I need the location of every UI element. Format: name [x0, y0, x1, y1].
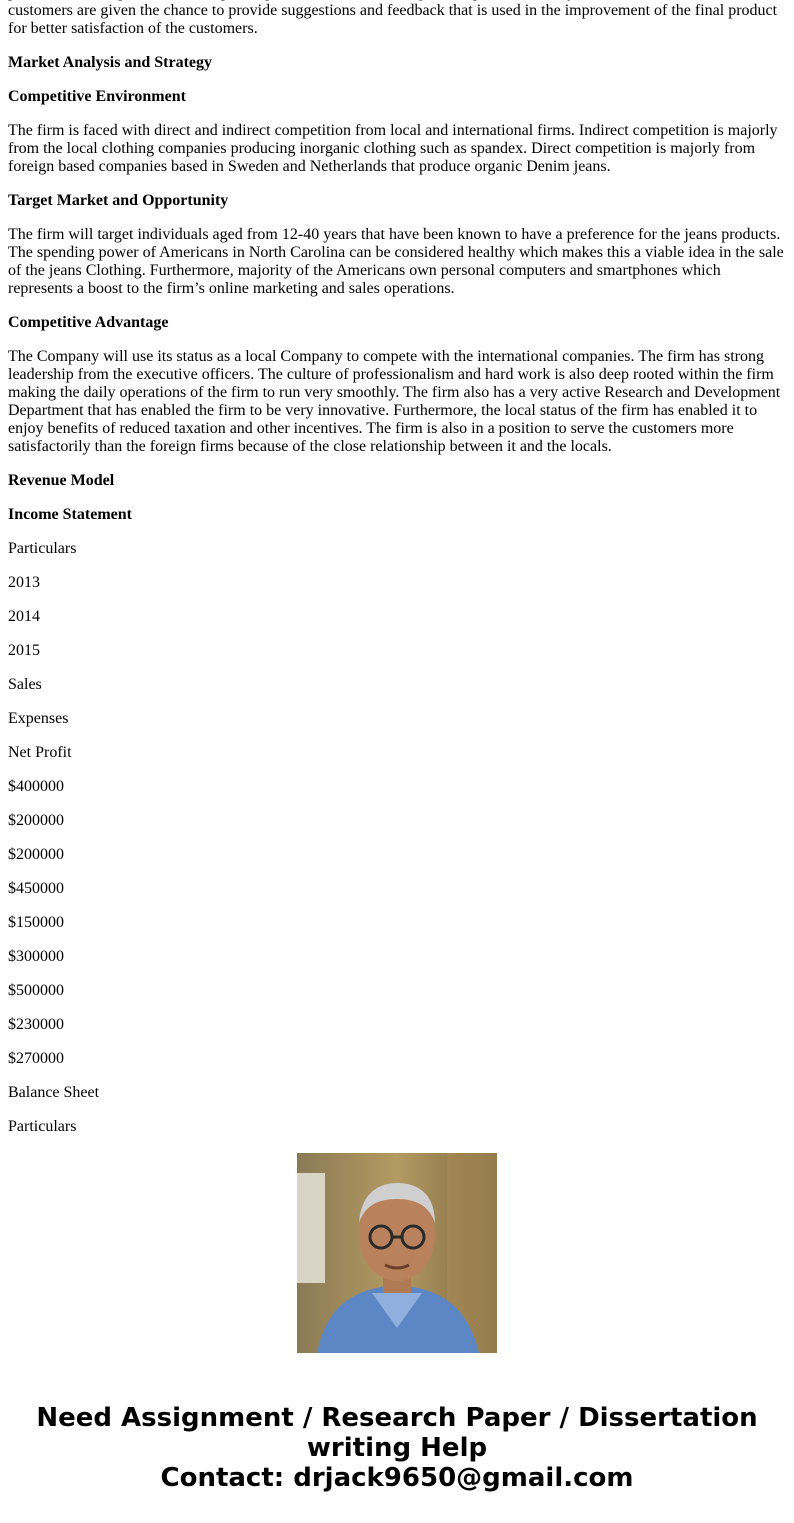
income-statement-heading: Income Statement [8, 506, 132, 523]
intro-paragraph [8, 0, 786, 38]
target-market-text: The firm will target individuals aged from 12-40 years that have been known to have a preference for the jeans products. The spending power of Americans in North Carolina can be considered healthy which makes this a viable idea in the sale of the jeans Clothing. Furthermore, majority of the Americans own personal computers and smartphones which represents a boost to the firm’s online marketing and sales operations. [8, 226, 784, 297]
income-item: $230000 [8, 1016, 64, 1033]
income-item: Net Profit [8, 744, 72, 761]
document-body [8, 0, 786, 1135]
competitive-environment-heading: Competitive Environment [8, 88, 186, 105]
income-item: 2014 [8, 608, 40, 625]
income-item: $200000 [8, 812, 64, 829]
income-item: $300000 [8, 948, 64, 965]
revenue-model-heading: Revenue Model [8, 472, 115, 489]
income-item: $270000 [8, 1050, 64, 1067]
income-item: $400000 [8, 778, 64, 795]
income-item: Expenses [8, 710, 69, 727]
income-item: Particulars [8, 540, 77, 557]
competitive-environment-text: The firm is faced with direct and indirect competition from local and international firms. Indirect competition is majorly from the local clothing companies producing inorganic clothing such as spandex. Direct competition is majorly from foreign based companies based in Sweden and Netherlands that produce organic Denim jeans. [8, 122, 778, 175]
portrait-image [297, 1153, 497, 1353]
banner-contact[interactable]: Contact: drjack9650@gmail.com [160, 1463, 634, 1493]
intro-partial-line [8, 0, 680, 1]
banner-headline: Need Assignment / Research Paper / Dissertation writing Help [36, 1403, 758, 1463]
balance-sheet-title: Balance Sheet [8, 1084, 100, 1101]
income-item: $500000 [8, 982, 64, 999]
income-item: 2015 [8, 642, 40, 659]
income-item: $150000 [8, 914, 64, 931]
market-analysis-heading: Market Analysis and Strategy [8, 54, 212, 71]
balance-sheet-item: Particulars [8, 1118, 77, 1135]
target-market-heading: Target Market and Opportunity [8, 192, 229, 209]
income-item: Sales [8, 676, 42, 693]
income-item: $450000 [8, 880, 64, 897]
contact-banner [0, 1403, 794, 1493]
intro-paragraph-rest: customers are given the chance to provide suggestions and feedback that is used in the improvement of the final product for better satisfaction of the customers. [8, 2, 778, 37]
competitive-advantage-text: The Company will use its status as a local Company to compete with the international companies. The firm has strong leadership from the executive officers. The culture of professionalism and hard work is also deep rooted within the firm making the daily operations of the firm to run very smoothly. The firm also has a very active Research and Development Department that has enabled the firm to be very innovative. Furthermore, the local status of the firm has enabled it to enjoy benefits of reduced taxation and other incentives. The firm is also in a position to serve the customers more satisfactorily than the foreign firms because of the close relationship between it and the locals. [8, 348, 781, 455]
author-photo [297, 1153, 497, 1353]
income-item: 2013 [8, 574, 40, 591]
competitive-advantage-heading: Competitive Advantage [8, 314, 169, 331]
income-item: $200000 [8, 846, 64, 863]
